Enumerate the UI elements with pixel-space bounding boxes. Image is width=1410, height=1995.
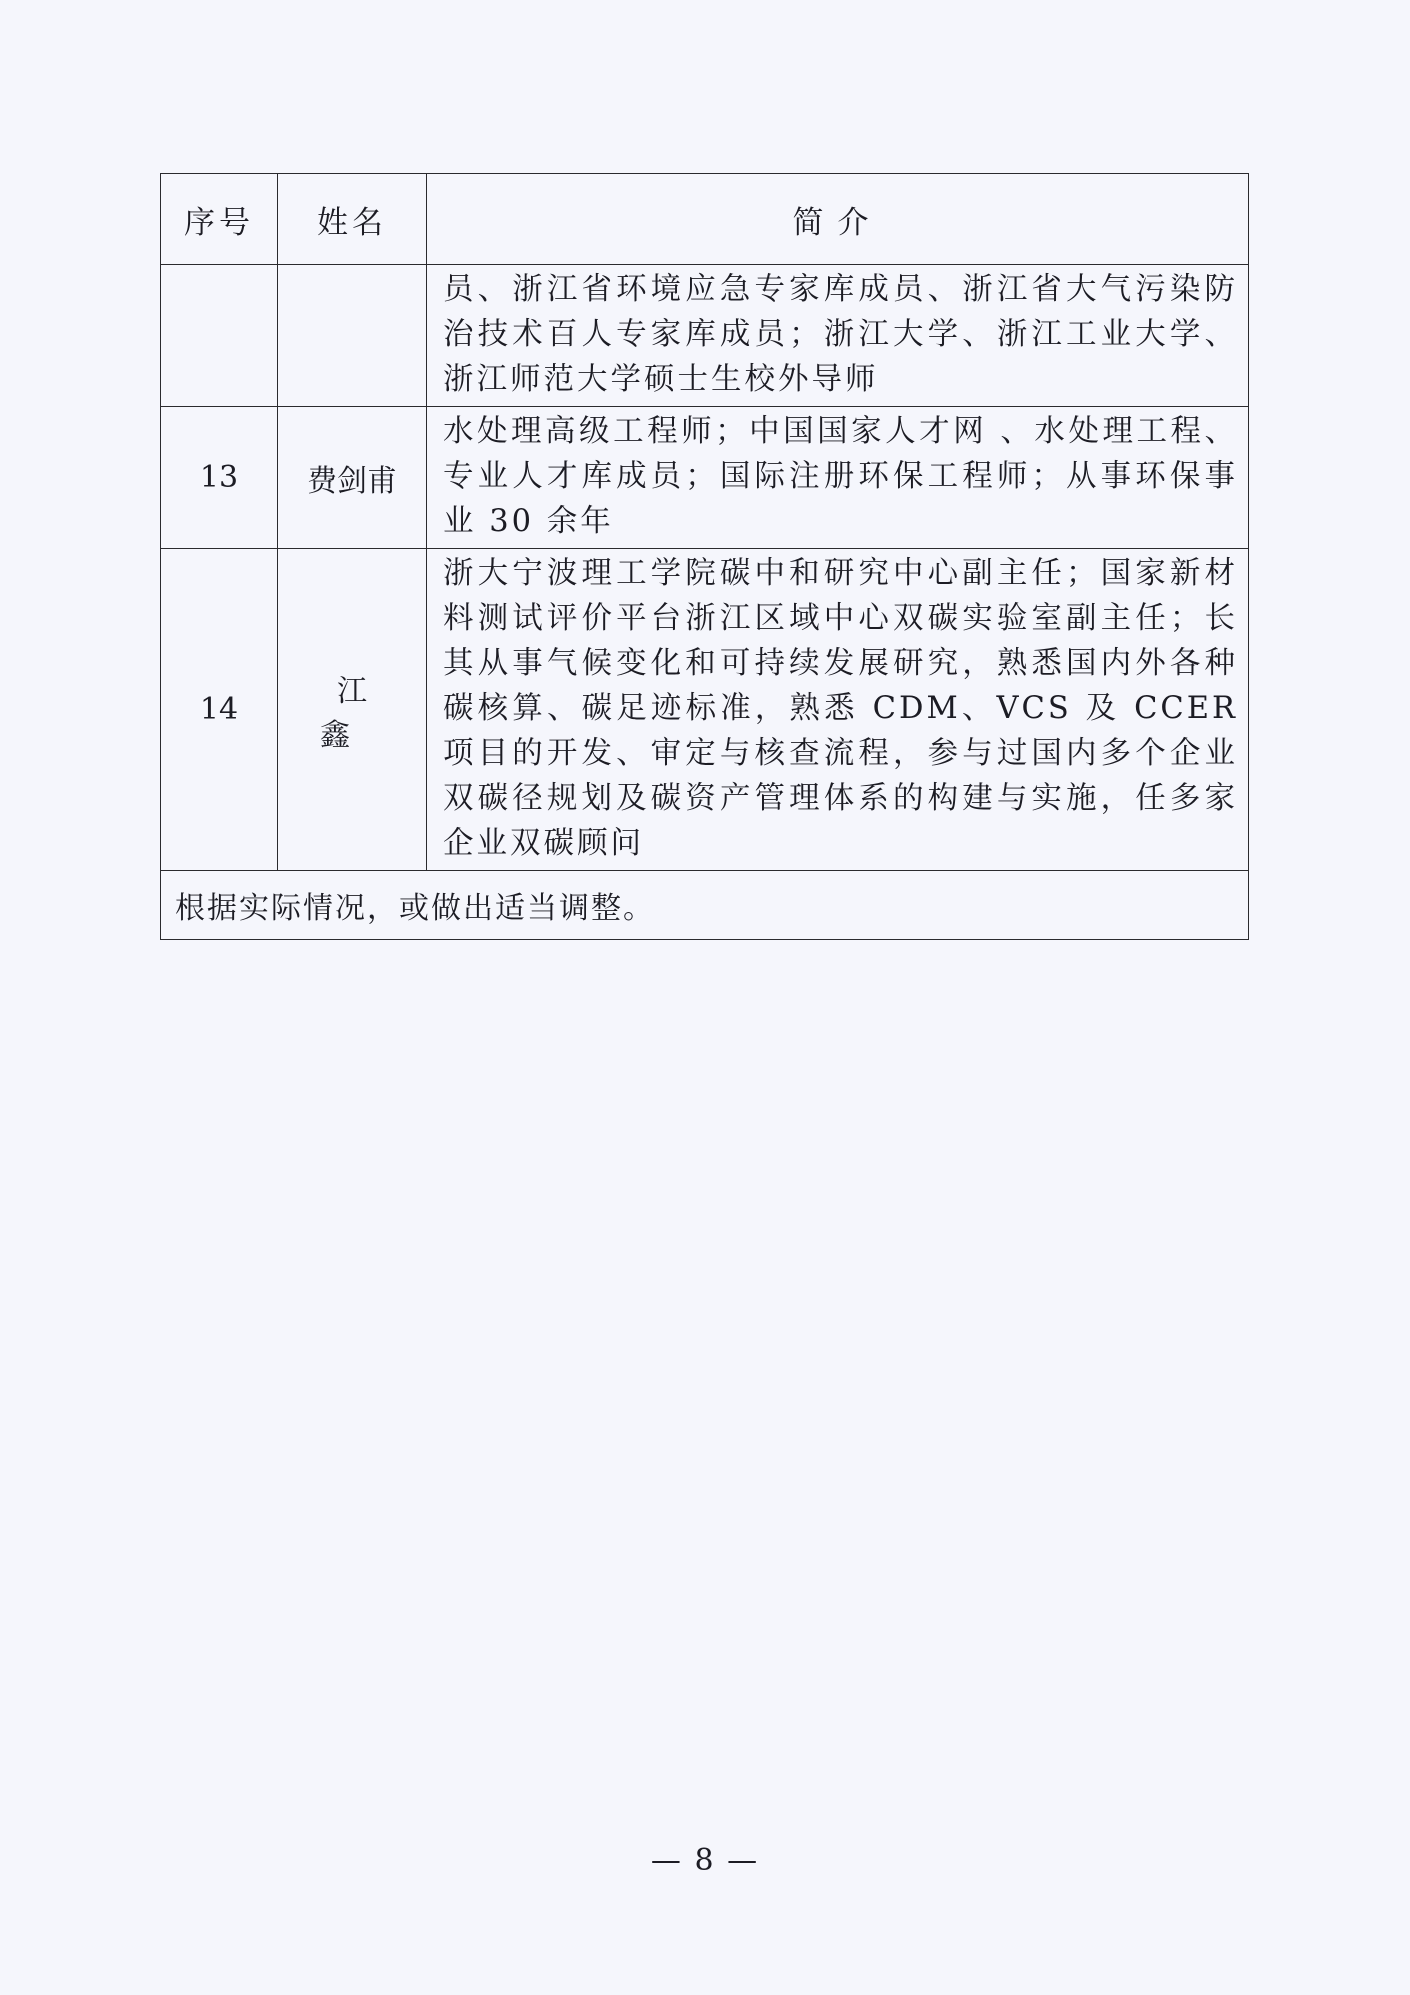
row-name <box>278 265 427 407</box>
row-intro: 员、浙江省环境应急专家库成员、浙江省大气污染防治技术百人专家库成员；浙江大学、浙江工业大学、浙江师范大学硕士生校外导师 <box>427 265 1249 407</box>
page-number: — 8 — <box>650 1843 760 1878</box>
row-intro: 浙大宁波理工学院碳中和研究中心副主任；国家新材料测试评价平台浙江区域中心双碳实验室副主任；长其从事气候变化和可持续发展研究，熟悉国内外各种碳核算、碳足迹标准，熟悉 CDM、VCS 及 CCER 项目的开发、审定与核查流程，参与过国内多个企业双碳径规划及碳资产管理体系的构建与实施，任多家企业双碳顾问 <box>427 549 1249 871</box>
table-row <box>161 407 1249 549</box>
row-name: 江鑫 <box>278 549 427 871</box>
table-header-row <box>161 174 1249 265</box>
row-seq <box>161 265 278 407</box>
expert-table <box>160 173 1249 940</box>
table-row <box>161 265 1249 407</box>
row-name: 费剑甫 <box>278 407 427 549</box>
row-intro: 水处理高级工程师；中国国家人才网 、水处理工程、专业人才库成员；国际注册环保工程师；从事环保事业 30 余年 <box>427 407 1249 549</box>
header-intro: 简介 <box>427 174 1249 265</box>
header-name: 姓名 <box>278 174 427 265</box>
row-seq: 14 <box>161 549 278 871</box>
header-seq: 序号 <box>161 174 278 265</box>
table-footnote: 根据实际情况，或做出适当调整。 <box>161 871 1249 940</box>
table-row <box>161 549 1249 871</box>
row-seq: 13 <box>161 407 278 549</box>
table-footnote-row <box>161 871 1249 940</box>
